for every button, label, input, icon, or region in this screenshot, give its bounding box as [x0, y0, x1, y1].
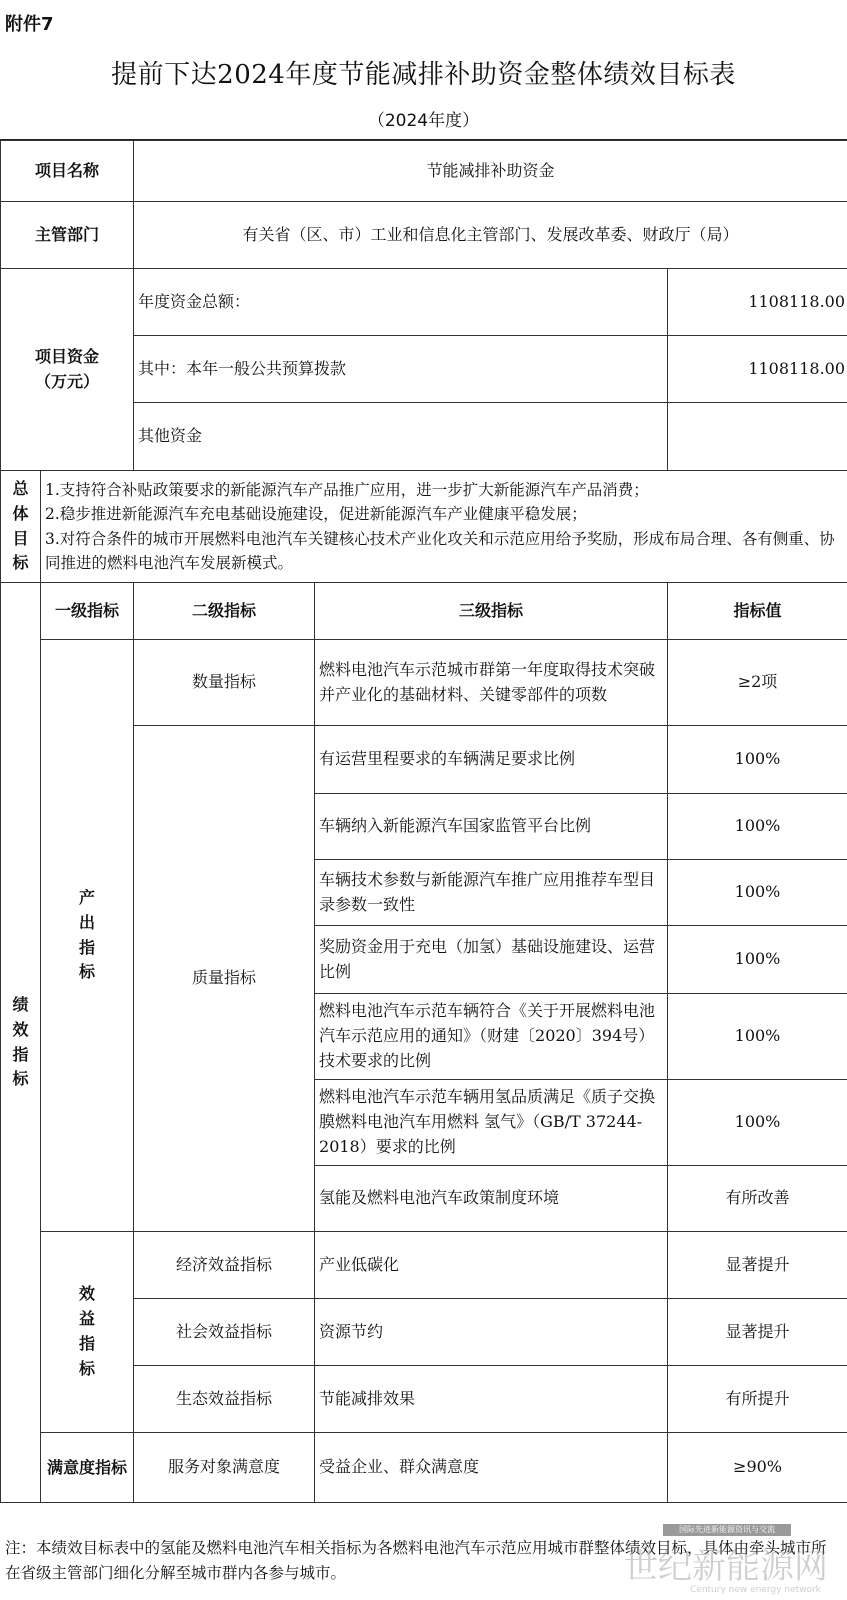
watermark-logo: [620, 1544, 845, 1596]
level3-cell: 受益企业、群众满意度: [315, 1433, 668, 1503]
department-label: 主管部门: [1, 202, 134, 269]
funds-other-value: [668, 403, 847, 471]
value-cell: ≥90%: [668, 1433, 847, 1503]
value-cell: 有所提升: [668, 1366, 847, 1433]
value-cell: ≥2项: [668, 640, 847, 726]
project-name-value: 节能减排补助资金: [134, 141, 847, 202]
performance-table: [0, 140, 847, 1503]
funds-total-value: 1108118.00: [668, 269, 847, 336]
level3-cell: 燃料电池汽车示范车辆用氢品质满足《质子交换膜燃料电池汽车用燃料 氢气》（GB/T 37244-2018）要求的比例: [315, 1080, 668, 1166]
value-cell: 100%: [668, 726, 847, 794]
table-row: [1, 1433, 847, 1503]
level3-cell: 节能减排效果: [315, 1366, 668, 1433]
satisfaction-indicators-label: 满意度指标: [41, 1433, 134, 1503]
goal-item: 2.稳步推进新能源汽车充电基础设施建设，促进新能源汽车产业健康平稳发展；: [45, 505, 587, 524]
level3-cell: 奖励资金用于充电（加氢）基础设施建设、运营比例: [315, 926, 668, 994]
document-title: 提前下达2024年度节能减排补助资金整体绩效目标表: [111, 60, 736, 90]
value-cell: 100%: [668, 860, 847, 926]
goals-content: [41, 471, 847, 583]
funds-other-label: 其他资金: [134, 403, 668, 471]
funds-label-line2: （万元）: [35, 371, 100, 391]
level3-cell: 燃料电池汽车示范车辆符合《关于开展燃料电池汽车示范应用的通知》（财建〔2020〕394号）技术要求的比例: [315, 994, 668, 1080]
table-row: [1, 1232, 847, 1299]
funds-total-label: 年度资金总额：: [134, 269, 668, 336]
header-level3: 三级指标: [315, 583, 668, 640]
indicators-label: 绩 效 指 标: [1, 583, 41, 1503]
header-level2: 二级指标: [134, 583, 315, 640]
table-row: [1, 640, 847, 726]
value-cell: 显著提升: [668, 1232, 847, 1299]
goal-item: 3.对符合条件的城市开展燃料电池汽车关键核心技术产业化攻关和示范应用给予奖励，形成布局合理、各有侧重、协同推进的燃料电池汽车发展新模式。: [45, 529, 835, 572]
svg-text:世纪新能源网: 世纪新能源网: [624, 1547, 828, 1587]
header-level1: 一级指标: [41, 583, 134, 640]
level2-cell: 社会效益指标: [134, 1299, 315, 1366]
funds-row-total: [1, 269, 847, 336]
funds-label: [1, 269, 134, 471]
level3-cell: 车辆纳入新能源汽车国家监管平台比例: [315, 794, 668, 860]
goals-label: 总 体 目 标: [1, 471, 41, 583]
funds-budget-value: 1108118.00: [668, 336, 847, 403]
svg-text:Century new energy network: Century new energy network: [690, 1585, 821, 1595]
value-cell: 100%: [668, 794, 847, 860]
funds-label-line1: 项目资金: [35, 346, 100, 366]
level3-cell: 资源节约: [315, 1299, 668, 1366]
level2-cell: 服务对象满意度: [134, 1433, 315, 1503]
value-cell: 显著提升: [668, 1299, 847, 1366]
funds-budget-label: 其中：本年一般公共预算拨款: [134, 336, 668, 403]
attachment-label: 附件7: [5, 14, 54, 35]
value-cell: 100%: [668, 926, 847, 994]
level2-cell: 经济效益指标: [134, 1232, 315, 1299]
department-value: 有关省（区、市）工业和信息化主管部门、发展改革委、财政厅（局）: [134, 202, 847, 269]
quality-indicator-label: 质量指标: [134, 726, 315, 1232]
watermark-tag: 国际先进新能源资讯与交流: [663, 1524, 791, 1536]
level3-cell: 车辆技术参数与新能源汽车推广应用推荐车型目录参数一致性: [315, 860, 668, 926]
level3-cell: 氢能及燃料电池汽车政策制度环境: [315, 1166, 668, 1232]
level3-cell: 有运营里程要求的车辆满足要求比例: [315, 726, 668, 794]
value-cell: 有所改善: [668, 1166, 847, 1232]
level2-cell: 生态效益指标: [134, 1366, 315, 1433]
indicators-header-row: [1, 583, 847, 640]
value-cell: 100%: [668, 1080, 847, 1166]
department-row: [1, 202, 847, 269]
goal-item: 1.支持符合补贴政策要求的新能源汽车产品推广应用，进一步扩大新能源汽车产品消费；: [45, 481, 649, 500]
level3-cell: 燃料电池汽车示范城市群第一年度取得技术突破并产业化的基础材料、关键零部件的项数: [315, 640, 668, 726]
quantity-indicator-label: 数量指标: [134, 640, 315, 726]
benefit-indicators-label: 效 益 指 标: [41, 1232, 134, 1433]
document-subtitle: （2024年度）: [367, 111, 480, 131]
goals-row: [1, 471, 847, 583]
header-value: 指标值: [668, 583, 847, 640]
output-indicators-label: 产 出 指 标: [41, 640, 134, 1232]
project-name-row: [1, 141, 847, 202]
value-cell: 100%: [668, 994, 847, 1080]
level3-cell: 产业低碳化: [315, 1232, 668, 1299]
project-name-label: 项目名称: [1, 141, 134, 202]
footnote: 注：本绩效目标表中的氢能及燃料电池汽车相关指标为各燃料电池汽车示范应用城市群整体绩效目标，具体由牵头城市所在省级主管部门细化分解至城市群内各参与城市。: [5, 1539, 827, 1582]
